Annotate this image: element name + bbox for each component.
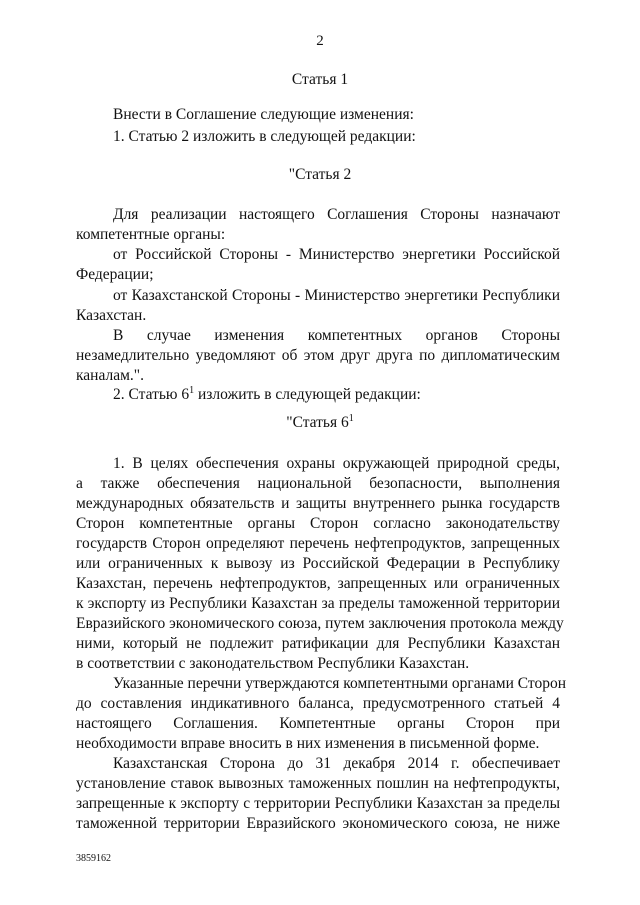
article-2-paragraph-line: от Российской Стороны - Министерство энергетики Российской — [113, 246, 560, 263]
article-6-1-line: международных обязательств и защиты внутреннего рынка государств — [76, 495, 560, 512]
article-2-paragraph-line: от Казахстанской Стороны - Министерство энергетики Республики — [113, 287, 560, 304]
article-2-paragraph-line: Казахстан. — [76, 307, 147, 324]
article-2-heading: "Статья 2 — [288, 166, 352, 183]
article-6-1-line: в соответствии с законодательством Республики Казахстан. — [76, 655, 470, 672]
article-6-1-line: Казахстанская Сторона до 31 декабря 2014 г. обеспечивает — [113, 755, 560, 772]
article-6-1-line: запрещенные к экспорту с территории Республики Казахстан за пределы — [76, 795, 560, 812]
article-1-heading: Статья 1 — [291, 71, 349, 88]
amendment-item-2-text: 2. Статью 6 — [113, 386, 190, 404]
article-6-1-line: Казахстан, перечень нефтепродуктов, запрещенных или ограниченных — [76, 575, 560, 592]
article-2-paragraph-line: Для реализации настоящего Соглашения Стороны назначают — [113, 206, 560, 223]
document-code: 3859162 — [76, 853, 111, 864]
article-2-paragraph-line: незамедлительно уведомляют об этом друг друга по дипломатическим — [76, 347, 560, 364]
article-6-1-line: 1. В целях обеспечения охраны окружающей природной среды, — [113, 455, 560, 472]
amendment-item-1: 1. Статью 2 изложить в следующей редакции: — [113, 128, 416, 145]
article-6-1-line: Евразийского экономического союза, путем заключения протокола между — [76, 615, 564, 632]
article-6-1-heading — [0, 413, 640, 432]
article-6-1-line: ними, который не подлежит ратификации для Республики Казахстан — [76, 635, 560, 652]
article-6-1-line: установление ставок вывозных таможенных пошлин на нефтепродукты, — [76, 775, 560, 792]
article-6-1-line: к экспорту из Республики Казахстан за пределы таможенной территории — [76, 595, 560, 612]
article-6-1-line: или ограниченных к вывозу из Российской Федерации в Республику — [76, 555, 560, 572]
article-6-1-line: Сторон компетентные органы Сторон согласно законодательству — [76, 515, 560, 532]
article-6-1-line: Указанные перечни утверждаются компетентными органами Сторон — [113, 675, 567, 692]
amendment-item-2-rest: изложить в следующей редакции: — [194, 386, 421, 404]
article-2-paragraph-line: компетентные органы: — [76, 226, 226, 243]
article-6-1-line: таможенной территории Евразийского экономического союза, не ниже — [76, 815, 560, 832]
article-6-1-heading-text: "Статья 6 — [286, 414, 349, 432]
article-2-paragraph-line: В случае изменения компетентных органов Стороны — [113, 327, 560, 344]
superscript: 1 — [348, 413, 354, 424]
article-2-paragraph-line: каналам.". — [76, 367, 144, 384]
article-6-1-line: необходимости вправе вносить в них изменения в письменной форме. — [76, 735, 540, 752]
superscript: 1 — [189, 385, 195, 396]
article-6-1-line: до составления индикативного баланса, предусмотренного статьей 4 — [76, 695, 560, 712]
article-6-1-line: настоящего Соглашения. Компетентные органы Сторон при — [76, 715, 560, 732]
amendment-intro: Внести в Соглашение следующие изменения: — [113, 106, 414, 123]
page-number: 2 — [316, 33, 324, 49]
amendment-item-2 — [113, 381, 421, 405]
article-6-1-line: государств Сторон определяют перечень нефтепродуктов, запрещенных — [76, 535, 560, 552]
article-6-1-line: а также обеспечения национальной безопасности, выполнения — [76, 475, 560, 492]
article-2-paragraph-line: Федерации; — [76, 266, 154, 283]
